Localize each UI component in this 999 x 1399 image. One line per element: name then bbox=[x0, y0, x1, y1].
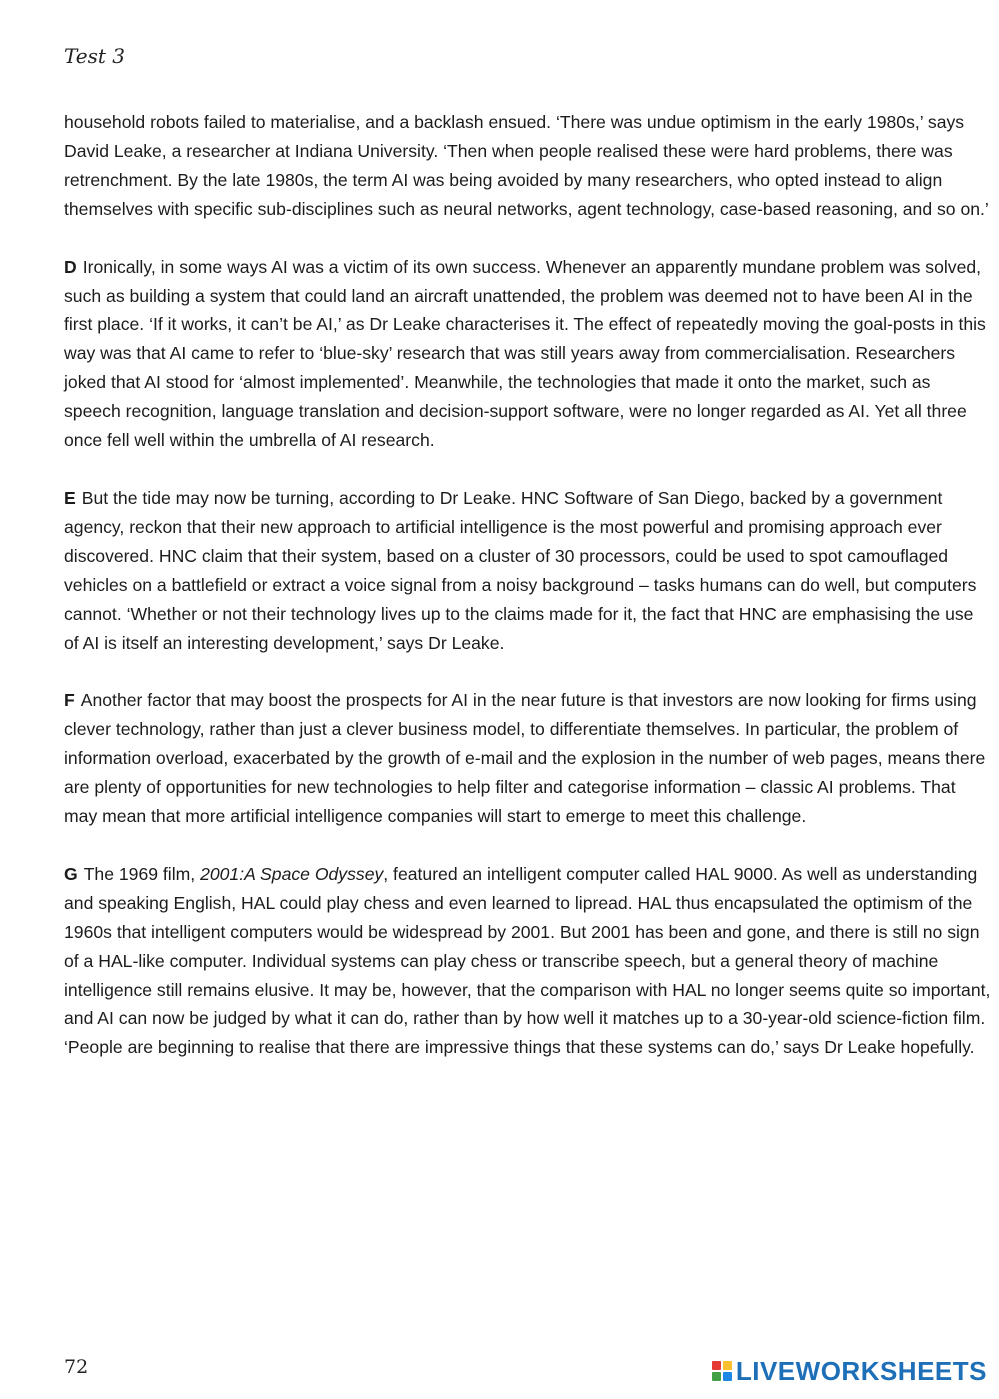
logo-square-yellow bbox=[723, 1361, 732, 1370]
paragraph-text: Another factor that may boost the prospects for AI in the near future is that investors are now looking for firms using clever technology, rather than just a clever business model, to differentiate themselves. In particular, the problem of information overload, exacerbated by the growth of e-mail and the explosion in the number of web pages, means there are plenty of opportunities for new technologies to help filter and categorise information – classic AI problems. That may mean that more artificial intelligence companies will start to emerge to meet this challenge. bbox=[64, 690, 986, 827]
liveworksheets-logo-icon bbox=[712, 1361, 732, 1381]
paragraph-text: Ironically, in some ways AI was a victim of its own success. Whenever an apparently mundane problem was solved, such as building a system that could land an aircraft unattended, the problem was deemed not to have been AI in the first place. ‘If it works, it can’t be AI,’ as Dr Leake characterises it. The effect of repeatedly moving the goal-posts in this way was that AI came to refer to ‘blue-sky’ research that was still years away from commercialisation. Researchers joked that AI stood for ‘almost implemented’. Meanwhile, the technologies that made it onto the market, such as speech recognition, language translation and decision-support software, were no longer regarded as AI. Yet all three once fell well within the umbrella of AI research. bbox=[64, 256, 986, 451]
paragraph-text: But the tide may now be turning, according to Dr Leake. HNC Software of San Diego, backed by a government agency, reckon that their new approach to artificial intelligence is the most powerful and promising approach ever discovered. HNC claim that their system, based on a cluster of 30 processors, could be used to spot camouflaged vehicles on a battlefield or extract a voice signal from a noisy background – tasks humans can do well, but computers cannot. ‘Whether or not their technology lives up to the claims made for it, the fact that HNC are emphasising the use of AI is itself an interesting development,’ says Dr Leake. bbox=[64, 487, 977, 653]
watermark-text: LIVEWORKSHEETS bbox=[735, 1355, 987, 1386]
film-title: 2001:A Space Odyssey bbox=[200, 863, 384, 884]
liveworksheets-watermark bbox=[712, 1356, 987, 1386]
paragraph-d bbox=[64, 253, 992, 455]
paragraph-g bbox=[64, 860, 992, 1062]
paragraph-text: , featured an intelligent computer called HAL 9000. As well as understanding and speaking English, HAL could play chess and even learned to lipread. HAL thus encapsulated the optimism of the 1960s that intelligent computers would be widespread by 2001. But 2001 has been and gone, and there is still no sign of a HAL-like computer. Individual systems can play chess or transcribe speech, but a general theory of machine intelligence still remains elusive. It may be, however, that the comparison with HAL no longer seems quite so important, and AI can now be judged by what it can do, rather than by how well it matches up to a 30-year-old science-fiction film. ‘People are beginning to realise that there are impressive things that these systems can do,’ says Dr Leake hopefully. bbox=[64, 863, 991, 1058]
logo-square-blue bbox=[723, 1372, 732, 1381]
paragraph-letter: E bbox=[64, 487, 76, 508]
paragraph-text: The 1969 film, bbox=[83, 863, 201, 884]
page-number: 72 bbox=[64, 1356, 89, 1378]
logo-square-red bbox=[712, 1361, 721, 1370]
logo-square-green bbox=[712, 1372, 721, 1381]
paragraph-f bbox=[64, 686, 992, 831]
paragraph-e bbox=[64, 484, 992, 657]
paragraph-letter: D bbox=[64, 256, 77, 277]
paragraph-text: household robots failed to materialise, and a backlash ensued. ‘There was undue optimism in the early 1980s,’ says David Leake, a researcher at Indiana University. ‘Then when people realised these were hard problems, there was retrenchment. By the late 1980s, the term AI was being avoided by many researchers, who opted instead to align themselves with specific sub-disciplines such as neural networks, agent technology, case-based reasoning, and so on.’ bbox=[64, 112, 989, 219]
paragraph-letter: F bbox=[64, 690, 75, 711]
page-header-title: Test 3 bbox=[64, 44, 126, 68]
article-body bbox=[64, 108, 992, 1091]
paragraph-c-continued bbox=[64, 108, 992, 224]
paragraph-letter: G bbox=[64, 863, 78, 884]
